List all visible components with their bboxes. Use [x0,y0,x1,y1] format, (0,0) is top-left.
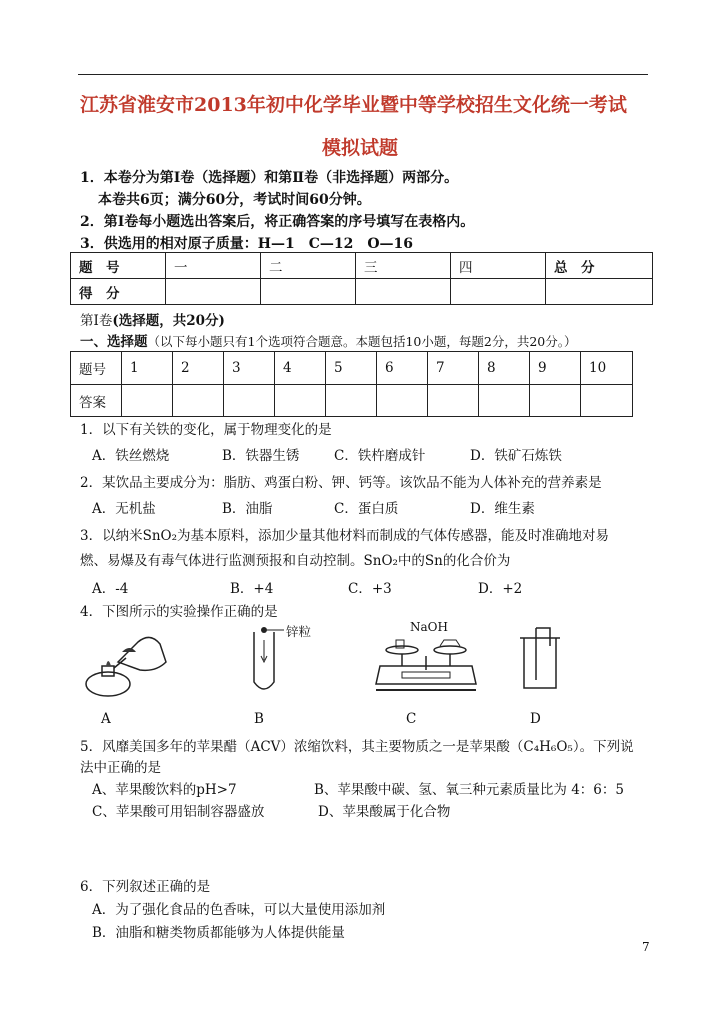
score-header-cell: 四 [451,253,546,279]
answer-cell[interactable] [122,385,173,417]
q5-option-d: D、苹果酸属于化合物 [318,804,451,820]
answer-label-cell: 答案 [71,385,122,417]
answer-header-cell: 7 [428,352,479,385]
top-rule [78,74,648,75]
page-number: 7 [642,940,650,954]
gas-bottle-figure-d [510,626,570,696]
q1-stem: 1．以下有关铁的变化，属于物理变化的是 [80,422,332,438]
q2-option-b: B．油脂 [222,501,273,517]
q6-option-a: A．为了强化食品的色香味，可以大量使用添加剂 [92,902,386,918]
figure-label-a: A [101,711,111,727]
instruction-3: 3．供选用的相对原子质量：H—1 C—12 O—16 [80,236,414,252]
answer-cell[interactable] [275,385,326,417]
score-label-cell: 得 分 [71,279,166,305]
answer-cell[interactable] [530,385,581,417]
score-header-cell: 总 分 [546,253,653,279]
figure-label-b: B [254,711,264,727]
section1-title: 第Ⅰ卷(选择题，共20分) [80,313,225,329]
answer-header-cell: 8 [479,352,530,385]
answer-cell[interactable] [326,385,377,417]
q5-option-b: B、苹果酸中碳、氢、氧三种元素质量比为 4：6：5 [314,782,624,798]
answer-cell[interactable] [224,385,275,417]
answer-header-cell: 6 [377,352,428,385]
score-header-cell: 二 [261,253,356,279]
section1-heading-rest: （以下每小题只有1个选项符合题意。本题包括10小题，每题2分，共20分。） [147,334,577,349]
score-cell[interactable] [451,279,546,305]
naoh-label: NaOH [410,620,448,634]
score-cell[interactable] [166,279,261,305]
figure-label-c: C [406,711,417,727]
q1-option-b: B．铁器生锈 [222,448,300,464]
q2-option-c: C．蛋白质 [334,501,399,517]
q2-option-a: A．无机盐 [92,501,156,517]
score-header-cell: 一 [166,253,261,279]
q3-option-a: A．-4 [92,581,129,597]
score-cell[interactable] [261,279,356,305]
q1-option-c: C．铁杵磨成针 [334,448,426,464]
exam-title-line1: 江苏省淮安市2013年初中化学毕业暨中等学校招生文化统一考试 [80,94,627,116]
score-cell[interactable] [356,279,451,305]
answer-cell[interactable] [377,385,428,417]
answer-header-cell: 9 [530,352,581,385]
answer-header-cell: 题号 [71,352,122,385]
answer-cell[interactable] [428,385,479,417]
q3-option-c: C．+3 [348,581,392,597]
q2-option-d: D．维生素 [470,501,535,517]
answer-header-cell: 4 [275,352,326,385]
q5-option-a: A、苹果酸饮料的pH>7 [92,782,237,798]
answer-cell[interactable] [479,385,530,417]
score-table [70,252,653,305]
answer-header-cell: 2 [173,352,224,385]
q1-option-a: A．铁丝燃烧 [92,448,170,464]
section1-heading-bold: 一、选择题 [80,334,148,350]
q5-stem-line2: 法中正确的是 [80,760,161,776]
q2-stem: 2．某饮品主要成分为：脂肪、鸡蛋白粉、钾、钙等。该饮品不能为人体补充的营养素是 [80,475,602,491]
q4-stem: 4．下图所示的实验操作正确的是 [80,604,278,620]
figure-label-d: D [530,711,541,727]
answer-header-cell: 10 [581,352,633,385]
q5-stem-line1: 5．风靡美国多年的苹果醋（ACV）浓缩饮料，其主要物质之一是苹果酸（C₄H₆O₅）。下列说 [80,739,634,755]
q3-option-d: D．+2 [478,581,523,597]
q5-option-c: C、苹果酸可用铝制容器盛放 [92,804,265,820]
q1-option-d: D．铁矿石炼铁 [470,448,562,464]
instruction-2: 2．第Ⅰ卷每小题选出答案后，将正确答案的序号填写在表格内。 [80,214,475,230]
answer-cell[interactable] [581,385,633,417]
zinc-label: 锌粒 [286,624,312,639]
score-cell[interactable] [546,279,653,305]
instruction-1b: 本卷共6页；满分60分，考试时间60分钟。 [98,192,371,208]
answer-table [70,351,633,417]
answer-header-cell: 3 [224,352,275,385]
q6-option-b: B．油脂和糖类物质都能够为人体提供能量 [92,925,345,941]
score-header-cell: 三 [356,253,451,279]
answer-cell[interactable] [173,385,224,417]
q3-option-b: B．+4 [230,581,274,597]
q3-stem-line1: 3．以纳米SnO₂为基本原料，添加少量其他材料而制成的气体传感器，能及时准确地对易 [80,528,610,544]
instruction-1: 1．本卷分为第Ⅰ卷（选择题）和第Ⅱ卷（非选择题）两部分。 [80,170,459,186]
score-header-cell: 题 号 [71,253,166,279]
balance-figure-c [372,636,482,696]
answer-header-cell: 1 [122,352,173,385]
alcohol-lamp-figure-a [78,622,173,702]
q6-stem: 6．下列叙述正确的是 [80,879,211,895]
answer-header-cell: 5 [326,352,377,385]
section1-heading [80,330,576,350]
exam-title-line2: 模拟试题 [322,137,399,159]
q3-stem-line2: 燃、易爆及有毒气体进行监测预报和自动控制。SnO₂中的Sn的化合价为 [80,553,511,569]
